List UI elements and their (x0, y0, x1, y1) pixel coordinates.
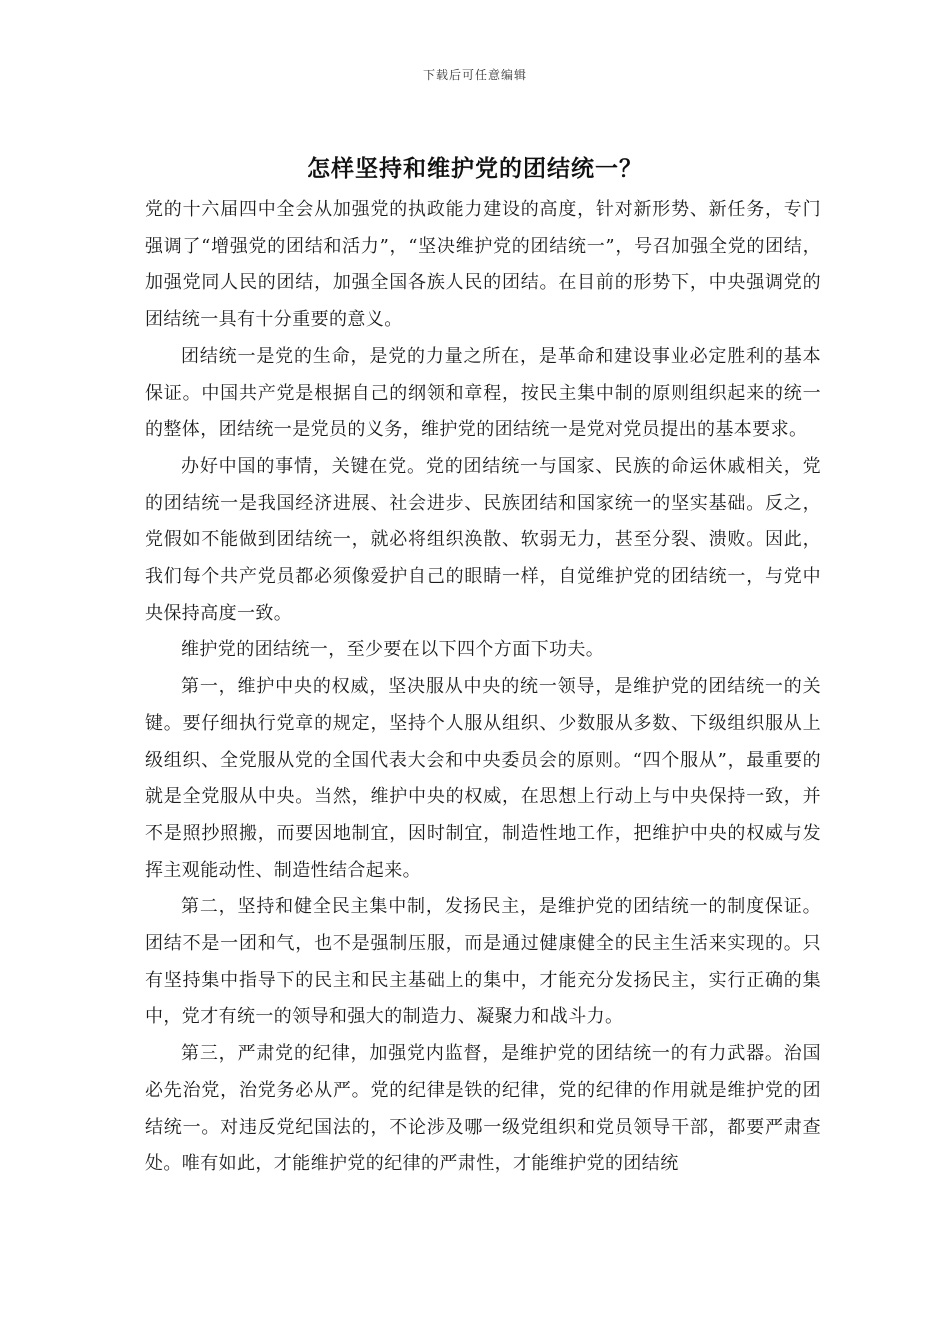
paragraph-4: 维护党的团结统一，至少要在以下四个方面下功夫。 (181, 639, 605, 661)
paragraph-1: 党的十六届四中全会从加强党的执政能力建设的高度，针对新形势、新任务，专门强调了“增强党的团结和活力”，“坚决维护党的团结统一”，号召加强全党的团结，加强党同人民的团结，加强全国各族人民的团结。在目前的形势下，中央强调党的团结统一具有十分重要的意义。 (145, 199, 821, 331)
paragraph-3: 办好中国的事情，关键在党。党的团结统一与国家、民族的命运休戚相关，党的团结统一是我国经济进展、社会进步、民族团结和国家统一的坚实基础。反之，党假如不能做到团结统一，就必将组织涣散、软弱无力，甚至分裂、溃败。因此，我们每个共产党员都必须像爱护自己的眼睛一样，自觉维护党的团结统一，与党中央保持高度一致。 (145, 455, 821, 624)
header-note: 下载后可任意编辑 (422, 68, 527, 82)
document-title: 怎样坚持和维护党的团结统一？ (307, 156, 643, 182)
paragraph-2: 团结统一是党的生命，是党的力量之所在，是革命和建设事业必定胜利的基本保证。中国共产党是根据自己的纲领和章程，按民主集中制的原则组织起来的统一的整体，团结统一是党员的义务，维护党的团结统一是党对党员提出的基本要求。 (145, 345, 821, 441)
paragraph-7: 第三，严肃党的纪律，加强党内监督，是维护党的团结统一的有力武器。治国必先治党，治党务必从严。党的纪律是铁的纪律，党的纪律的作用就是维护党的团结统一。对违反党纪国法的，不论涉及哪一级党组织和党员领导干部，都要严肃查处。唯有如此，才能维护党的纪律的严肃性，才能维护党的团结统 (145, 1043, 821, 1175)
paragraph-6: 第二，坚持和健全民主集中制，发扬民主，是维护党的团结统一的制度保证。团结不是一团和气，也不是强制压服，而是通过健康健全的民主生活来实现的。只有坚持集中指导下的民主和民主基础上的集中，才能充分发扬民主，实行正确的集中，党才有统一的领导和强大的制造力、凝聚力和战斗力。 (145, 896, 821, 1028)
paragraph-5: 第一，维护中央的权威，坚决服从中央的统一领导，是维护党的团结统一的关键。要仔细执行党章的规定，坚持个人服从组织、少数服从多数、下级组织服从上级组织、全党服从党的全国代表大会和中央委员会的原则。“四个服从”，最重要的就是全党服从中央。当然，维护中央的权威，在思想上行动上与中央保持一致，并不是照抄照搬，而要因地制宜，因时制宜，制造性地工作，把维护中央的权威与发挥主观能动性、制造性结合起来。 (145, 676, 821, 881)
document-body (145, 192, 821, 1183)
